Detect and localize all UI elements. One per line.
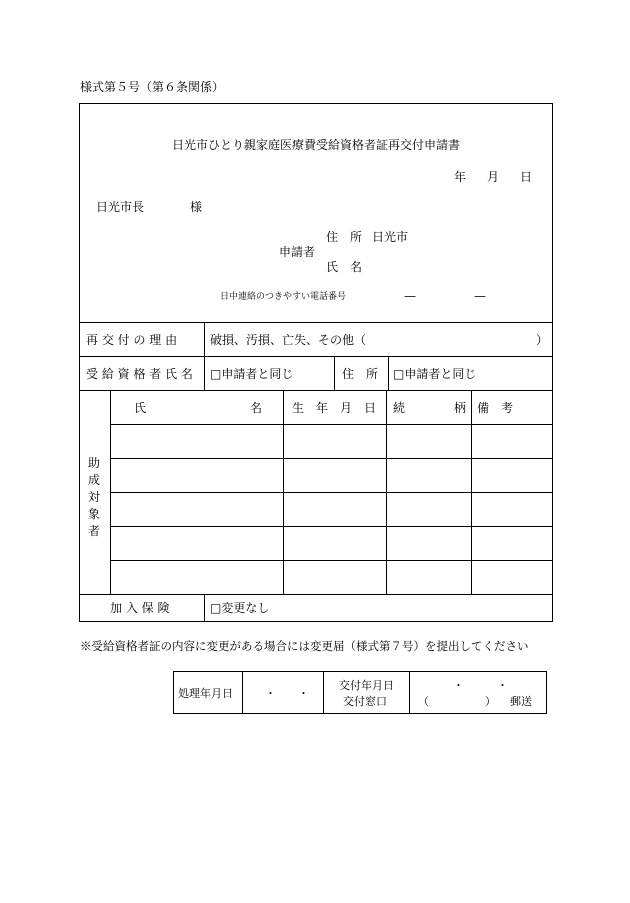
- phone-dash-1: —: [404, 289, 416, 303]
- divider: [388, 356, 389, 390]
- recipient-address-same-checkbox[interactable]: □申請者と同じ: [393, 367, 477, 381]
- phone-label: 日中連絡のつきやすい電話番号: [220, 292, 347, 302]
- date-month: 月: [487, 170, 500, 184]
- reason-value: 破損、汚損、亡失、その他（: [210, 333, 367, 347]
- divider: [386, 390, 387, 594]
- table-row[interactable]: [111, 493, 283, 526]
- applicant-label: 申請者: [279, 245, 316, 259]
- window-close-paren: ）: [485, 695, 496, 708]
- divider: [79, 594, 553, 595]
- header-relation-right: 柄: [454, 401, 467, 415]
- applicant-address-label: 住 所: [326, 230, 363, 244]
- divider: [79, 356, 553, 357]
- side-label-char: 成: [87, 473, 100, 487]
- addressee-name: 日光市長: [96, 200, 145, 214]
- side-label-char: 対: [87, 490, 100, 504]
- header-birth-date: 生 年 月 日: [292, 401, 377, 415]
- divider: [471, 390, 472, 594]
- insurance-no-change-checkbox[interactable]: □変更なし: [210, 601, 270, 615]
- table-row[interactable]: [111, 527, 283, 560]
- recipient-label: 受 給 資 格 者 氏 名: [86, 367, 193, 381]
- date-year: 年: [454, 170, 467, 184]
- side-label-char: 象: [87, 507, 100, 521]
- note-text: ※受給資格者証の内容に変更がある場合には変更届（様式第７号）を提出してください: [80, 639, 529, 653]
- recipient-same-checkbox[interactable]: □申請者と同じ: [210, 367, 294, 381]
- applicant-name-label: 氏 名: [326, 260, 363, 274]
- divider: [204, 594, 205, 622]
- processing-date-label: 処理年月日: [178, 687, 233, 700]
- date-day: 日: [520, 170, 533, 184]
- divider: [409, 671, 410, 714]
- insurance-label: 加 入 保 険: [110, 601, 170, 615]
- subjects-side-label: [87, 455, 101, 540]
- divider: [242, 671, 243, 714]
- applicant-address-value: 日光市: [372, 230, 409, 244]
- divider: [79, 322, 553, 323]
- window-open-paren: （: [418, 695, 429, 708]
- processing-date-value: ・ ・: [265, 687, 309, 700]
- side-label-char: 助: [87, 456, 100, 470]
- mail-label: 郵送: [510, 695, 532, 708]
- reason-label: 再 交 付 の 理 由: [86, 333, 178, 347]
- reason-close: ）: [536, 333, 549, 347]
- divider: [204, 322, 205, 390]
- divider: [334, 356, 335, 390]
- issue-date-label: 交付年月日: [339, 679, 394, 692]
- issue-window-label: 交付窓口: [343, 695, 387, 708]
- header-relation-left: 続: [393, 401, 406, 415]
- phone-dash-2: —: [474, 289, 486, 303]
- form-title: 日光市ひとり親家庭医療費受給資格者証再交付申請書: [171, 138, 460, 152]
- addressee-honorific: 様: [190, 200, 203, 214]
- header-remarks: 備 考: [477, 401, 514, 415]
- table-row[interactable]: [111, 561, 283, 594]
- header-name-left: 氏: [134, 401, 147, 415]
- side-label-char: 者: [87, 524, 100, 538]
- form-number: 様式第５号（第６条関係）: [80, 80, 225, 94]
- divider: [283, 390, 284, 594]
- recipient-address-label: 住 所: [342, 367, 379, 381]
- header-name-right: 名: [250, 401, 263, 415]
- divider: [323, 671, 324, 714]
- table-row[interactable]: [111, 459, 283, 492]
- issue-date-dots: ・ ・: [453, 679, 508, 692]
- divider: [79, 390, 553, 391]
- table-row[interactable]: [111, 425, 283, 458]
